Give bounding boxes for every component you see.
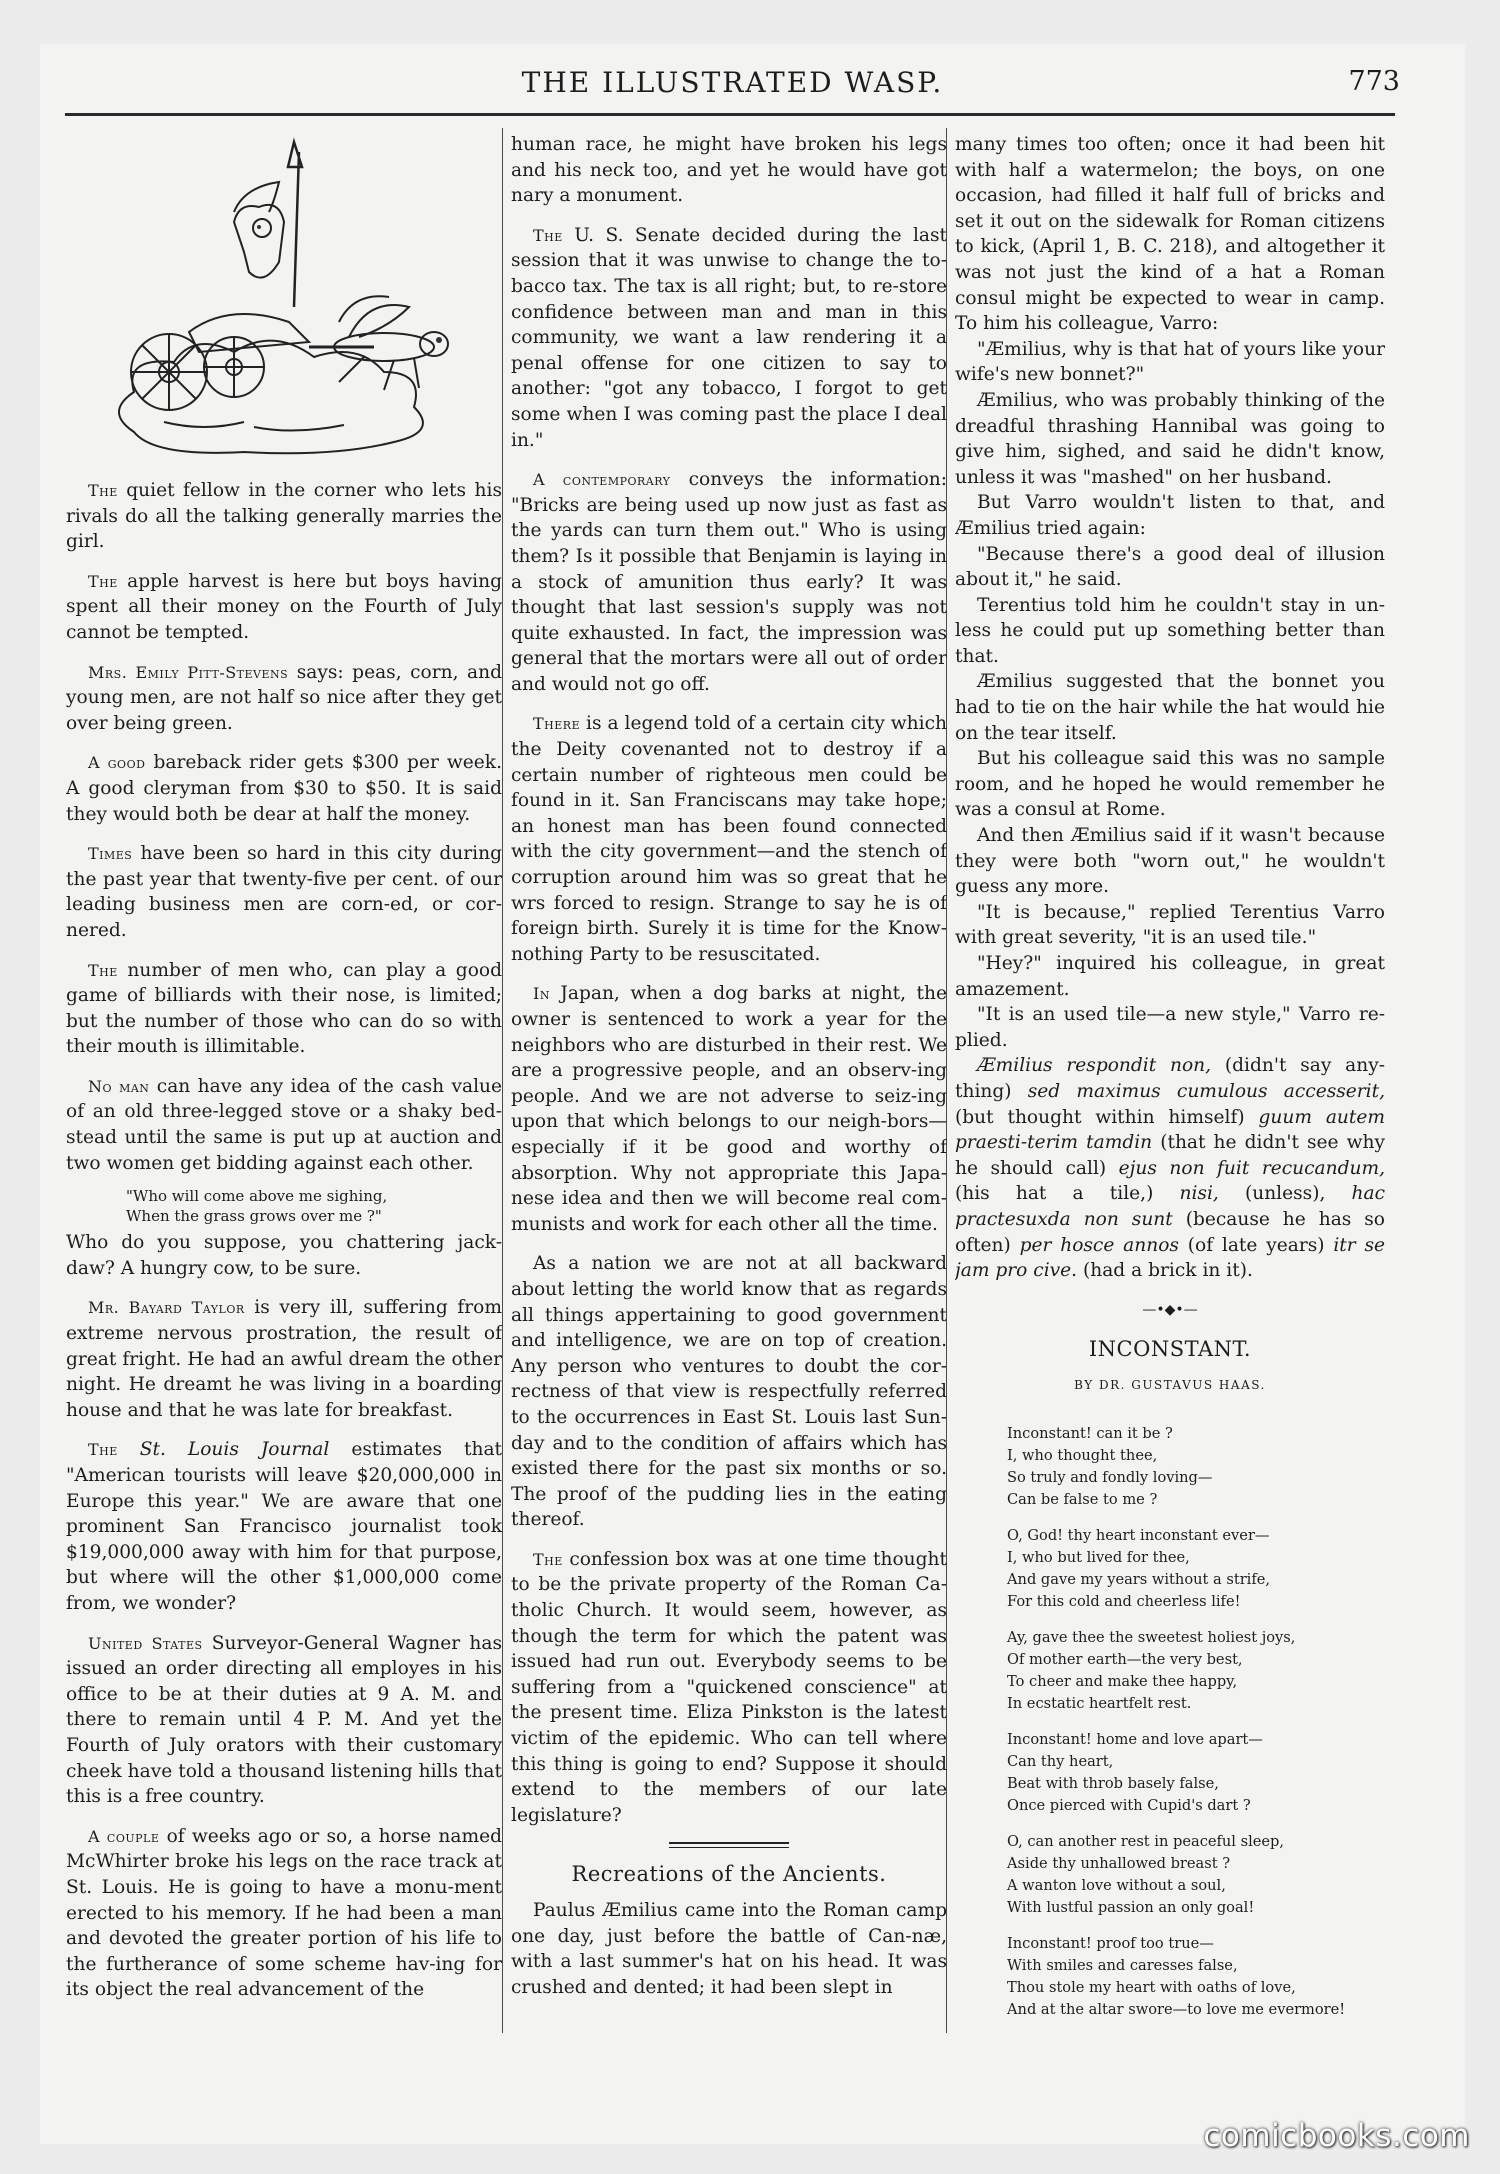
paragraph: The apple harvest is here but boys having spent all their money on the Fourth of July cannot be tempted. bbox=[66, 570, 502, 643]
paragraph: United States Surveyor-General Wagner has issued an order directing all employes in his office to be at their duties at 9 A. M. and there to remain until 4 P. M. And yet the Fourth of July orators with their customary cheek have told a thousand listening hills that this is a free country. bbox=[66, 1632, 502, 1808]
masthead-title: THE ILLUSTRATED WASP. bbox=[521, 66, 944, 99]
paragraph: A couple of weeks ago or so, a horse named McWhirter broke his legs on the race track at St. Louis. He is going to have a monu-ment erected to his memory. If he had been a man and devoted the greater portion of his life to the furtherance of some scheme hav-ing for its object the real advancement of the bbox=[66, 1825, 502, 2001]
column-1 bbox=[66, 132, 502, 2037]
poem-stanza bbox=[1007, 1525, 1385, 1613]
poem-stanza bbox=[1007, 1423, 1385, 1511]
poem-line: Inconstant! home and love apart— bbox=[1007, 1730, 1263, 1748]
paragraph: No man can have any idea of the cash value of an old three-legged stove or a shaky bed-stead until the same is put up at auction and two women get bidding against each other. bbox=[66, 1075, 502, 1174]
paragraph: human race, he might have broken his legs and his neck too, and yet he would have got nary a monument. bbox=[511, 134, 947, 207]
watermark: comicbooks.com bbox=[1203, 2118, 1470, 2154]
poem-line: Thou stole my heart with oaths of love, bbox=[1007, 1978, 1296, 1996]
page-header bbox=[65, 66, 1400, 106]
header-rule bbox=[65, 113, 1395, 116]
paragraph: But his colleague said this was no sample room, and he hoped he would remember he was a consul at Rome. bbox=[955, 748, 1385, 821]
poem-title: INCONSTANT. bbox=[1088, 1337, 1252, 1362]
paragraph: And then Æmilius said if it wasn't because they were both "worn out," he wouldn't guess any more. bbox=[955, 825, 1385, 898]
paragraph: A good bareback rider gets $300 per week. A good cleryman from $30 to $50. It is said they would both be dear at half the money. bbox=[66, 752, 502, 825]
poem-stanza bbox=[1007, 1627, 1385, 1715]
poem-line: With lustful passion an only goal! bbox=[1007, 1898, 1255, 1916]
poem-line: With smiles and caresses false, bbox=[1007, 1956, 1238, 1974]
poem-line: Once pierced with Cupid's dart ? bbox=[1007, 1796, 1251, 1814]
paragraph: There is a legend told of a certain city which the Deity covenanted not to destroy if a certain number of righteous men could be found in it. San Franciscans may take hope; an honest man has been found connected with the city government—and the stench of corruption around him was so great that he wrs forced to resign. Strange to say he is of foreign birth. Surely it is time for the Know-nothing Party to be resuscitated. bbox=[511, 713, 947, 965]
paragraph: A contemporary conveys the information: "Bricks are being used up now just as fast as the yards can turn them out." Who is using them? Is it possible that Benjamin is laying in a stock of amunition thus early? It was thought that last session's supply was not quite exhausted. In fact, the impression was general that the mortars were all out of order and would not go off. bbox=[511, 469, 947, 695]
poem bbox=[1007, 1423, 1385, 2021]
paragraph: Mrs. Emily Pitt-Stevens says: peas, corn, and young men, are not half so nice after they get over being green. bbox=[66, 661, 502, 734]
poem-stanza bbox=[1007, 1729, 1385, 1817]
section-heading: Recreations of the Ancients. bbox=[571, 1862, 887, 1887]
paragraph: "It is because," replied Terentius Varro with great severity, "it is an used tile." bbox=[955, 901, 1385, 949]
paragraph: In Japan, when a dog barks at night, the owner is sentenced to work a year for the neighbors who are disturbed in their rest. We are a progressive people, and an observ-ing people. And we are not adverse to seiz-ing upon that which belongs to our neigh-bors—especially if it be good and worthy of absorption. Why not appropriate this Japa-nese idea and then we will become real com-munists and work for each other all the time. bbox=[511, 983, 947, 1235]
poem-line: A wanton love without a soul, bbox=[1007, 1876, 1226, 1894]
paragraph: But Varro wouldn't listen to that, and Æmilius tried again: bbox=[955, 492, 1385, 539]
poem-line: And gave my years without a strife, bbox=[1007, 1570, 1271, 1588]
paragraph: "Æmilius, why is that hat of yours like your wife's new bonnet?" bbox=[955, 338, 1385, 386]
poem-line: To cheer and make thee happy, bbox=[1007, 1672, 1238, 1690]
poem-line: Beat with throb basely false, bbox=[1007, 1774, 1219, 1792]
poem-stanza bbox=[1007, 1831, 1385, 1919]
poem-line: Can be false to me ? bbox=[1007, 1490, 1158, 1508]
verse-quote: "Who will come above me sighing, When the grass grows over me ?" bbox=[126, 1187, 388, 1226]
page-number: 773 bbox=[1348, 66, 1400, 97]
poem-line: And at the altar swore—to love me evermore! bbox=[1007, 2000, 1346, 2018]
poem-line: Inconstant! can it be ? bbox=[1007, 1424, 1173, 1442]
poem-line: I, who thought thee, bbox=[1007, 1446, 1158, 1464]
poem-line: Ay, gave thee the sweetest holiest joys, bbox=[1007, 1628, 1296, 1646]
paragraph: "Because there's a good deal of illusion about it," he said. bbox=[955, 543, 1385, 591]
poem-line: O, can another rest in peaceful sleep, bbox=[1007, 1832, 1285, 1850]
paragraph: many times too often; once it had been hit with half a watermelon; the boys, on one occasion, had filled it half full of bricks and set it out on the sidewalk for Roman citizens to kick, (April 1, B. C. 218), and altogether it was not just the kind of a hat a Roman consul might be expected to wear in camp. To him his colleague, Varro: bbox=[955, 134, 1385, 335]
paragraph: Who do you suppose, you chattering jack-daw? A hungry cow, to be sure. bbox=[66, 1232, 502, 1279]
paragraph: Paulus Æmilius came into the Roman camp one day, just before the battle of Can-næ, with a last summer's hat on his head. It was crushed and dented; it had been slept in bbox=[511, 1900, 947, 1998]
poem-line: In ecstatic heartfelt rest. bbox=[1007, 1694, 1192, 1712]
section-rule bbox=[669, 1842, 789, 1848]
paragraph: The number of men who, can play a good game of billiards with their nose, is limited; but the number of those who can do so with their mouth is illimitable. bbox=[66, 959, 502, 1058]
poem-line: I, who but lived for thee, bbox=[1007, 1548, 1190, 1566]
poem-line: Of mother earth—the very best, bbox=[1007, 1650, 1243, 1668]
paragraph: "Hey?" inquired his colleague, in great amazement. bbox=[955, 953, 1385, 1000]
poem-line: Inconstant! proof too true— bbox=[1007, 1934, 1214, 1952]
paragraph: "It is an used tile—a new style," Varro re-plied. bbox=[955, 1004, 1385, 1051]
poem-stanza bbox=[1007, 1933, 1385, 2021]
paragraph: Terentius told him he couldn't stay in un-less he could put up something better than that. bbox=[955, 594, 1385, 667]
paragraph: Mr. Bayard Taylor is very ill, suffering from extreme nervous prostration, the result of great fright. He had an awful dream the other night. He dreamt he was living in a boarding house and that he was late for breakfast. bbox=[66, 1297, 502, 1421]
paragraph: The U. S. Senate decided during the last session that it was unwise to change the to-bacco tax. The tax is all right; but, to re-store confidence between man and man in this community, we want a law rendering it a penal offense for one citizen to say to another: "got any tobacco, I forgot to get some when I was coming past the place I deal in." bbox=[511, 224, 947, 451]
poem-byline: BY DR. GUSTAVUS HAAS. bbox=[1074, 1377, 1266, 1392]
paragraph: Æmilius respondit non, (didn't say any-thing) sed maximus cumulous accesserit, (but thought within himself) guum autem praesti-terim tamdin (that he didn't see why he should call) ejus non fuit recucandum, (his hat a tile,) nisi, (unless), hac practesuxda non sunt (because he has so often) per hosce annos (of late years) itr se jam pro cive. (had a brick in it). bbox=[955, 1055, 1385, 1282]
poem-line: Aside thy unhallowed breast ? bbox=[1007, 1854, 1231, 1872]
column-rule-1 bbox=[502, 128, 503, 2033]
column-2 bbox=[511, 132, 947, 2037]
paragraph: Æmilius suggested that the bonnet you had to tie on the hair while the hat would hie on the tear itself. bbox=[955, 671, 1385, 744]
ornament-divider: —•◆•— bbox=[1142, 1301, 1198, 1318]
paragraph: Æmilius, who was probably thinking of the dreadful thrashing Hannibal was going to give him, sighed, and said he didn't know, unless it was "mashed" on her husband. bbox=[955, 389, 1385, 488]
paragraph: The confession box was at one time thought to be the private property of the Roman Ca-tholic Church. It would seem, however, as though the term for which the patent was issued had run out. Everybody seems to be suffering from a "quickened conscience" at the present time. Eliza Pinkston is the latest victim of the epidemic. Who can tell where this thing is going to end? Suppose it should extend to the members of our late legislature? bbox=[511, 1548, 947, 1826]
paragraph: Times have been so hard in this city during the past year that twenty-five per cent. of our leading business men are corn-ed, or cor-nered. bbox=[66, 843, 502, 941]
poem-line: O, God! thy heart inconstant ever— bbox=[1007, 1526, 1270, 1544]
column-3 bbox=[955, 132, 1385, 2037]
paragraph: As a nation we are not at all backward about letting the world know that as regards all things appertaining to good government and intelligence, we are on top of creation. Any person who ventures to doubt the cor-rectness of that view is respectfully referred to the occurrences in East St. Louis last Sun-day and to the condition of affairs which has existed there for the past six months or so. The proof of the pudding lies in the eating thereof. bbox=[511, 1253, 947, 1531]
paragraph: The St. Louis Journal estimates that "American tourists will leave $20,000,000 in Europe this year." We are aware that one prominent San Francisco journalist took $19,000,000 away with him for that purpose, but where will the other $1,000,000 come from, we wonder? bbox=[66, 1439, 502, 1614]
wasp-chariot-illustration bbox=[94, 132, 474, 458]
paragraph: The quiet fellow in the corner who lets his rivals do all the talking generally marries the girl. bbox=[66, 480, 502, 553]
poem-line: Can thy heart, bbox=[1007, 1752, 1114, 1770]
poem-line: So truly and fondly loving— bbox=[1007, 1468, 1213, 1486]
poem-line: For this cold and cheerless life! bbox=[1007, 1592, 1241, 1610]
